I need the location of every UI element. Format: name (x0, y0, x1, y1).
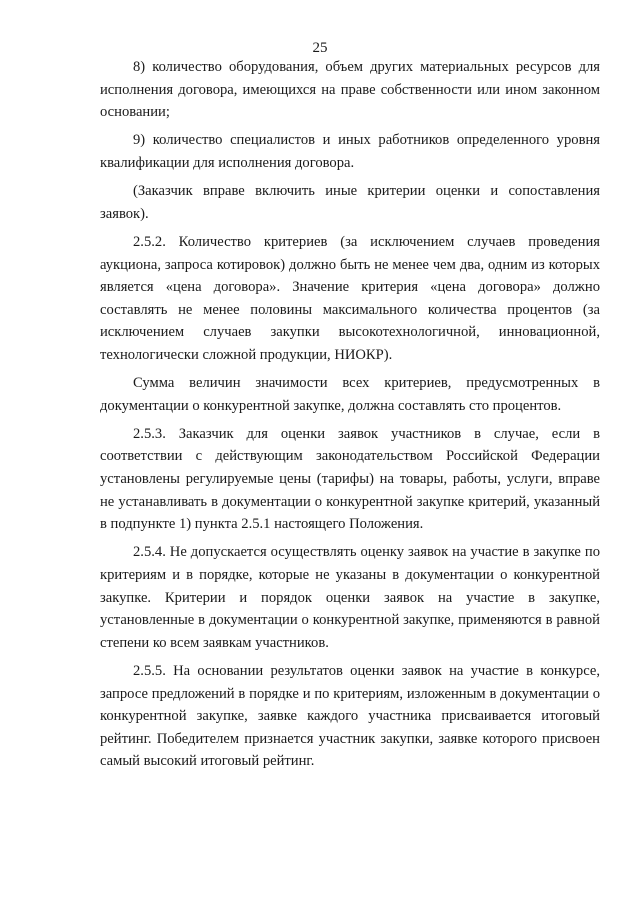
paragraph-2-5-5: 2.5.5. На основании результатов оценки заявок на участие в конкурсе, запросе предложений в порядке и по критериям, изложенным в документации о конкурентной закупке, заявке каждого участника присваивается итоговый рейтинг. Победителем признается участник закупки, заявке которого присвоен самый высокий итоговый рейтинг. (100, 663, 600, 770)
document-body (100, 56, 600, 779)
paragraph-2-5-4: 2.5.4. Не допускается осуществлять оценку заявок на участие в закупке по критериям и в порядке, которые не указаны в документации о конкурентной закупке. Критерии и порядок оценки заявок на участие в закупке, установленные в документации о конкурентной закупке, применяются в равной степени ко всем заявкам участников. (100, 544, 600, 651)
paragraph-sum-criteria: Сумма величин значимости всех критериев, предусмотренных в документации о конкурентной закупке, должна составлять сто процентов. (100, 375, 600, 414)
paragraph-note: (Заказчик вправе включить иные критерии оценки и сопоставления заявок). (100, 183, 600, 222)
paragraph-2-5-3: 2.5.3. Заказчик для оценки заявок участников в случае, если в соответствии с действующим законодательством Российской Федерации установлены регулируемые цены (тарифы) на товары, работы, услуги, вправе не устанавливать в документации о конкурентной закупке критерий, указанный в подпункте 1) пункта 2.5.1 настоящего Положения. (100, 425, 600, 533)
page-number: 25 (312, 40, 328, 56)
paragraph-2-5-2: 2.5.2. Количество критериев (за исключением случаев проведения аукциона, запроса котировок) должно быть не менее чем два, одним из которых является «цена договора». Значение критерия «цена договора» должно составлять не менее половины максимального количества процентов (за исключением случаев закупки высокотехнологичной, инновационной, технологически сложной продукции, НИОКР). (100, 233, 600, 363)
paragraph-item-9: 9) количество специалистов и иных работников определенного уровня квалификации для исполнения договора. (100, 132, 600, 171)
paragraph-item-8: 8) количество оборудования, объем других материальных ресурсов для исполнения договора, имеющихся на праве собственности или ином законном основании; (100, 59, 600, 121)
